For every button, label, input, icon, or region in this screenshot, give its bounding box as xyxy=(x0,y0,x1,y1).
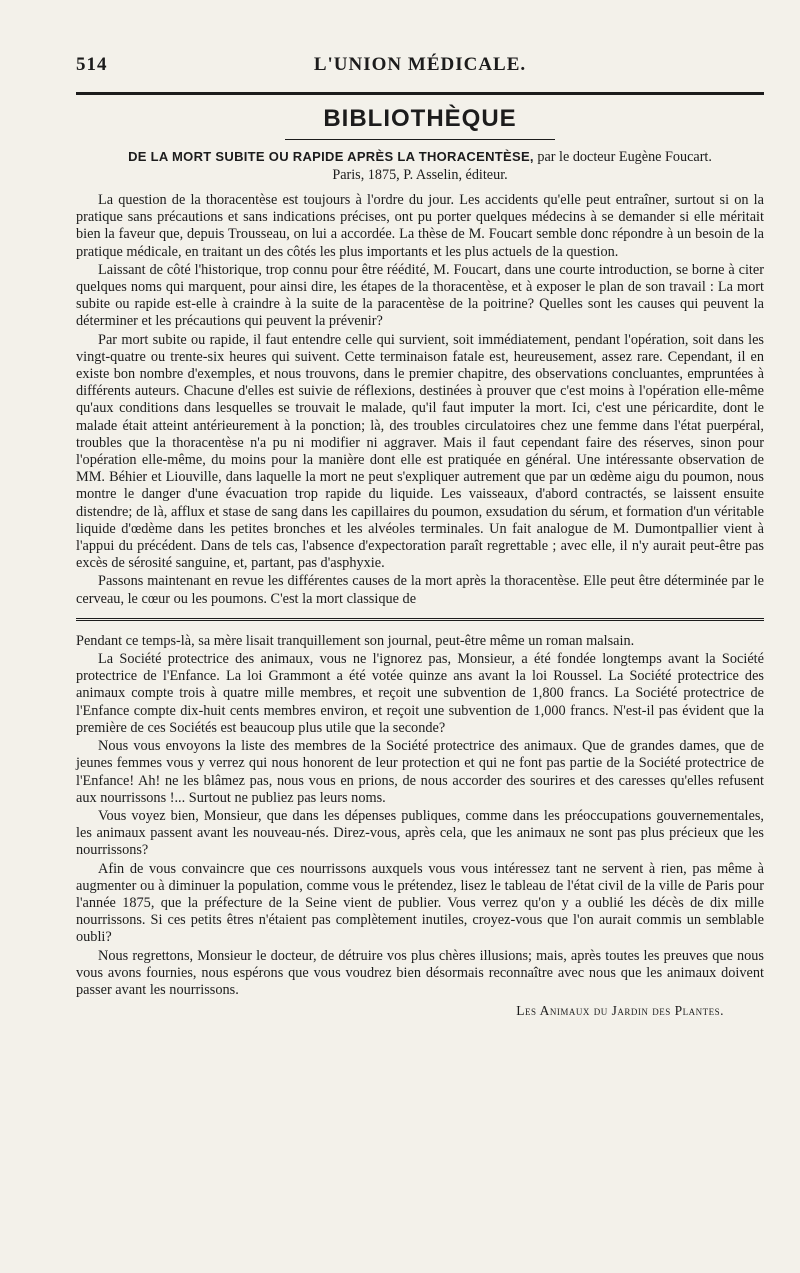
review-paragraph: Passons maintenant en revue les différentes causes de la mort après la thoracentèse. Elle peut être déterminée par le cerveau, le cœur ou les poumons. C'est la mort classique de xyxy=(76,573,764,607)
letter-paragraph: Afin de vous convaincre que ces nourrissons auxquels vous vous intéressez tant ne servent à rien, pas même à augmenter ou à diminuer la population, comme vous le prétendez, lisez le tableau de l'état civil de la ville de Paris pour l'année 1875, que la préfecture de la Seine vient de publier. Vous verrez qu'on y a oublié les décès de dix mille nourrissons. Si ces petits êtres n'étaient pas complètement inutiles, croyez-vous que l'on aurait commis un semblable oubli? xyxy=(76,860,764,946)
review-title-caps: DE LA MORT SUBITE OU RAPIDE APRÈS LA THORACENTÈSE, xyxy=(128,149,534,164)
letter-paragraph: Nous vous envoyons la liste des membres de la Société protectrice des animaux. Que de grandes dames, que de jeunes femmes vous y verrez qui nous honorent de leur protection et qui ne font pas partie de la Société protectrice de l'Enfance! Ah! ne les blâmez pas, nous vous en prions, de nous accorder des sourires et des caresses qu'elles refusent aux nourrissons !... Surtout ne publiez pas leurs noms. xyxy=(76,738,764,806)
heading-rule xyxy=(285,139,555,140)
feuilleton-separator xyxy=(76,618,764,623)
letter-paragraph: La Société protectrice des animaux, vous ne l'ignorez pas, Monsieur, a été fondée longtemps avant la Société protectrice de l'Enfance. La loi Grammont a été votée quinze ans avant la loi Roussel. La Société protectrice des animaux compte trois à quatre mille membres, et reçoit une subvention de 1,800 francs. La Société protectrice de l'Enfance compte dix-huit cents membres environ, et reçoit une subvention de 1,000 francs. N'est-il pas évident que la première de ces Sociétés est beaucoup plus utile que la seconde? xyxy=(76,651,764,736)
review-title xyxy=(76,148,764,184)
header-rule xyxy=(76,92,764,95)
review-title-publisher: Paris, 1875, P. Asselin, éditeur. xyxy=(332,167,508,183)
review-paragraph: Laissant de côté l'historique, trop connu pour être réédité, M. Foucart, dans une courte introduction, se borne à citer quelques noms qui marquent, pour ainsi dire, les étapes de la thoracentèse, et à exposer le plan de son travail : La mort subite ou rapide est-elle à craindre à la suite de la paracentèse de la poitrine? Quelles sont les causes qui peuvent la déterminer et les précautions qui peuvent la prévenir? xyxy=(76,261,764,330)
review-body xyxy=(76,192,764,608)
feuilleton-body xyxy=(76,633,764,999)
letter-paragraph: Pendant ce temps-là, sa mère lisait tranquillement son journal, peut-être même un roman malsain. xyxy=(76,632,635,649)
letter-paragraph: Nous regrettons, Monsieur le docteur, de détruire vos plus chères illusions; mais, après toutes les preuves que nous vous avons fournies, nous espérons que vous voudrez bien désormais reconnaître avec nous que les animaux doivent passer avant les nourrissons. xyxy=(76,947,764,998)
page-number: 514 xyxy=(76,54,108,75)
letter-signature: Les Animaux du Jardin des Plantes. xyxy=(516,1003,724,1019)
section-heading: BIBLIOTHÈQUE xyxy=(323,105,517,132)
review-paragraph: La question de la thoracentèse est toujours à l'ordre du jour. Les accidents qu'elle peut entraîner, surtout si on la pratique sans précautions et sans indications précises, ont pu porter quelques médecins à se demander si elle méritait bien la faveur que, depuis Trousseau, on lui a accordée. La thèse de M. Foucart semble donc répondre à un besoin de la pratique médicale, en traitant un des côtés les plus importants et les plus actuels de la question. xyxy=(76,192,764,260)
review-paragraph: Par mort subite ou rapide, il faut entendre celle qui survient, soit immédiatement, pendant l'opération, soit dans les vingt-quatre ou trente-six heures qui suivent. Cette terminaison fatale est, heureusement, assez rare. Cependant, il en existe bon nombre d'exemples, et nous trouvons, dans le premier chapitre, des observations concluantes, empruntées à différents auteurs. Chacune d'elles est suivie de réflexions, destinées à prouver que c'est moins à l'opération elle-même qu'aux conditions dans lesquelles se trouvait le malade, qu'il faut imputer la mort. Ici, c'est une péricardite, dont le malade était atteint antérieurement à la ponction; là, des troubles circulatoires chez une femme dans l'état puerpéral, troubles que la thoracentèse n'a pu ni modifier ni aggraver. Mais il faut cependant faire des réserves, sinon pour l'opération elle-même, du moins pour la manière dont elle est pratiquée en général. Une intéressante observation de MM. Béhier et Liouville, dans laquelle la mort ne peut s'expliquer autrement que par un œdème aigu du poumon, nous montre le danger d'une évacuation trop rapide du liquide. Les vaisseaux, d'abord contractés, se laissent ensuite distendre; de là, afflux et stase de sang dans les capillaires du poumon, exsudation du sérum, et formation d'un véritable liquide d'œdème dans les petites bronches et les alvéoles terminales. Un fait analogue de M. Dumontpallier vient à l'appui du précédent. Dans de tels cas, l'absence d'expectoration paraît regrettable ; avec elle, il n'y aurait peut-être pas excès de sérosité sanguine, et, partant, pas d'asphyxie. xyxy=(76,331,764,572)
running-head xyxy=(76,48,764,78)
letter-paragraph: Vous voyez bien, Monsieur, que dans les dépenses publiques, comme dans les préoccupations gouvernementales, les animaux passent avant les nouveau-nés. Direz-vous, après cela, que les animaux ne sont pas plus précieux que les nourrissons? xyxy=(76,807,764,859)
review-title-author: par le docteur Eugène Foucart. xyxy=(537,149,712,165)
journal-title: L'UNION MÉDICALE. xyxy=(313,54,527,75)
